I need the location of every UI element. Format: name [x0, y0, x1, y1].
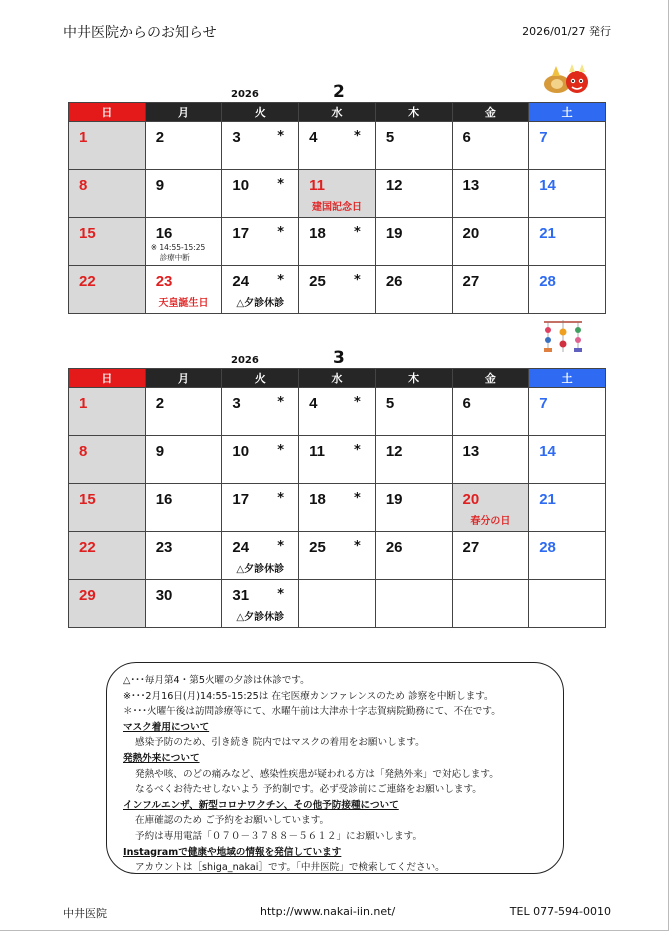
day-cell — [69, 388, 146, 436]
weekday-header: 日 — [69, 369, 146, 388]
day-cell — [222, 122, 299, 170]
day-cell — [222, 266, 299, 314]
day-cell — [452, 484, 529, 532]
day-cell — [69, 266, 146, 314]
day-number: 17 — [232, 491, 250, 508]
day-cell — [145, 122, 222, 170]
day-number: 4 — [309, 395, 318, 412]
week-row — [69, 218, 606, 266]
day-number: 3 — [232, 395, 241, 412]
weekday-header: 日 — [69, 103, 146, 122]
day-cell — [529, 532, 606, 580]
day-cell — [299, 388, 376, 436]
day-number: 14 — [539, 443, 556, 460]
day-number: 29 — [79, 587, 96, 604]
day-cell — [375, 580, 452, 628]
weekday-header: 金 — [452, 369, 529, 388]
day-cell — [145, 580, 222, 628]
notice-text: 在庫確認のため ご予約をお願いしています。 — [135, 815, 330, 827]
absence-mark: * — [277, 539, 285, 554]
calendar-grid — [68, 102, 606, 314]
day-note: 天皇誕生日 — [158, 298, 209, 309]
absence-mark: * — [277, 273, 285, 288]
week-row — [69, 170, 606, 218]
day-cell — [529, 266, 606, 314]
day-cell — [375, 436, 452, 484]
day-cell — [222, 436, 299, 484]
day-cell — [299, 484, 376, 532]
day-number: 15 — [79, 225, 96, 242]
absence-mark: * — [354, 395, 361, 410]
day-cell — [69, 532, 146, 580]
notice-box — [106, 662, 564, 874]
week-row — [69, 484, 606, 532]
day-number: 27 — [462, 273, 480, 290]
day-number: 26 — [385, 273, 403, 290]
day-cell — [69, 484, 146, 532]
day-cell — [375, 388, 452, 436]
day-number: 4 — [309, 129, 318, 146]
day-number: 12 — [385, 177, 403, 194]
day-note: △夕診休診 — [236, 298, 285, 309]
day-number: 17 — [232, 225, 250, 242]
calendar-year: 2026 — [231, 355, 259, 366]
day-number: 6 — [462, 395, 471, 412]
notice-text: 予約は専用電話「０７０－３７８８－５６１２」にお願いします。 — [135, 830, 423, 842]
calendar-grid — [68, 368, 606, 628]
day-cell — [145, 532, 222, 580]
day-cell — [299, 122, 376, 170]
day-cell — [452, 532, 529, 580]
day-cell — [529, 388, 606, 436]
day-number: 18 — [309, 491, 326, 508]
absence-mark: * — [354, 443, 361, 458]
day-number: 11 — [309, 443, 325, 460]
day-cell — [145, 388, 222, 436]
absence-mark: * — [354, 273, 361, 288]
day-number: 16 — [155, 225, 173, 242]
day-number: 20 — [462, 225, 480, 242]
calendar-year: 2026 — [231, 89, 259, 100]
day-cell — [69, 580, 146, 628]
day-number: 10 — [232, 443, 250, 460]
issue-date: 2026/01/27 発行 — [522, 25, 611, 38]
day-cell — [222, 170, 299, 218]
day-number: 28 — [539, 273, 556, 290]
day-cell — [299, 170, 376, 218]
day-cell — [299, 580, 376, 628]
day-number: 23 — [155, 273, 173, 290]
day-number: 30 — [155, 587, 173, 604]
day-number: 21 — [539, 491, 556, 508]
weekday-header: 火 — [222, 369, 299, 388]
calendar-header — [68, 346, 606, 368]
week-row — [69, 532, 606, 580]
day-number: 15 — [79, 491, 96, 508]
weekday-header: 土 — [529, 369, 606, 388]
day-cell — [145, 266, 222, 314]
day-cell — [222, 532, 299, 580]
day-number: 2 — [155, 129, 165, 146]
notice-heading-fever: 発熱外来について — [123, 752, 200, 764]
day-cell — [69, 218, 146, 266]
weekday-header: 土 — [529, 103, 606, 122]
absence-mark: * — [354, 491, 361, 506]
week-row — [69, 580, 606, 628]
day-cell — [375, 170, 452, 218]
day-number: 1 — [79, 395, 88, 412]
day-note: △夕診休診 — [236, 564, 285, 575]
day-cell — [452, 170, 529, 218]
day-number: 24 — [232, 273, 250, 290]
day-number: 11 — [309, 177, 325, 194]
day-number: 21 — [539, 225, 556, 242]
day-number: 24 — [232, 539, 250, 556]
weekday-header: 木 — [375, 103, 452, 122]
day-cell — [145, 170, 222, 218]
weekday-header: 月 — [145, 103, 222, 122]
weekday-header: 水 — [299, 103, 376, 122]
day-cell — [375, 266, 452, 314]
notice-line: △･･･毎月第4・第5火曜の夕診は休診です。 — [123, 675, 310, 686]
notice-text: なるべくお待たせしないよう 予約制です。必ず受診前にご連絡をお願いします。 — [135, 784, 482, 796]
absence-mark: * — [277, 225, 285, 240]
day-cell — [69, 170, 146, 218]
day-cell — [529, 170, 606, 218]
absence-mark: * — [277, 395, 285, 410]
day-number: 25 — [309, 273, 326, 290]
day-cell — [145, 484, 222, 532]
weekday-header: 水 — [299, 369, 376, 388]
week-row — [69, 388, 606, 436]
footer-clinic: 中井医院 — [63, 907, 107, 920]
day-number: 25 — [309, 539, 326, 556]
day-number: 9 — [155, 443, 165, 460]
calendar-month: 2 — [333, 82, 345, 102]
day-number: 5 — [385, 129, 395, 146]
day-note: 春分の日 — [470, 516, 511, 527]
day-cell — [529, 218, 606, 266]
absence-mark: * — [277, 177, 285, 192]
day-cell — [452, 122, 529, 170]
weekday-header: 火 — [222, 103, 299, 122]
day-number: 8 — [79, 177, 88, 194]
day-cell — [299, 266, 376, 314]
small-note-text: 診療中断 — [159, 253, 190, 262]
day-cell — [452, 266, 529, 314]
day-cell — [452, 436, 529, 484]
day-number: 1 — [79, 129, 88, 146]
notice-text: 発熱や咳、のどの痛みなど、感染性疾患が疑われる方は「発熱外来」で対応します。 — [135, 768, 499, 780]
day-number: 27 — [462, 539, 480, 556]
day-number: 8 — [79, 443, 88, 460]
day-note: 建国記念日 — [311, 202, 362, 213]
calendar-march — [68, 346, 606, 628]
absence-mark: * — [277, 129, 285, 144]
notice-text: 感染予防のため、引き続き 院内ではマスクの着用をお願いします。 — [135, 737, 425, 749]
notice-heading-mask: マスク着用について — [123, 721, 210, 733]
day-cell — [222, 388, 299, 436]
footer-url-link[interactable]: http://www.nakai-iin.net/ — [260, 905, 396, 918]
calendar-february — [68, 80, 606, 314]
notice-heading-instagram: Instagramで健康や地域の情報を発信しています — [123, 846, 342, 858]
notice-line: ＊･･･火曜午後は訪問診療等にて、水曜午前は大津赤十字志賀病院勤務にて、不在です。 — [123, 706, 501, 718]
weekday-header: 月 — [145, 369, 222, 388]
notice-text: アカウントは［shiga_nakai］です。「中井医院」で検索してください。 — [135, 862, 445, 874]
week-row — [69, 436, 606, 484]
absence-mark: * — [277, 587, 285, 602]
calendar-month: 3 — [333, 348, 345, 368]
day-number: 7 — [539, 395, 548, 412]
day-number: 6 — [462, 129, 471, 146]
notice-heading-vaccine: インフルエンザ、新型コロナワクチン、その他予防接種について — [123, 799, 399, 811]
day-number: 22 — [79, 539, 96, 556]
day-number: 16 — [155, 491, 173, 508]
day-number: 18 — [309, 225, 326, 242]
day-cell — [529, 484, 606, 532]
day-cell — [375, 122, 452, 170]
day-number: 19 — [385, 491, 403, 508]
day-cell — [222, 484, 299, 532]
calendar-header — [68, 80, 606, 102]
week-row — [69, 266, 606, 314]
day-number: 31 — [232, 587, 250, 604]
day-number: 13 — [462, 443, 480, 460]
day-cell — [145, 218, 222, 266]
day-cell — [452, 388, 529, 436]
day-cell — [145, 436, 222, 484]
page-title: 中井医院からのお知らせ — [63, 25, 217, 41]
day-number: 13 — [462, 177, 480, 194]
absence-mark: * — [277, 491, 285, 506]
day-cell — [222, 218, 299, 266]
day-number: 12 — [385, 443, 403, 460]
notice-line: ※･･･2月16日(月)14:55-15:25は 在宅医療カンファレンスのため 診察を中断します。 — [123, 690, 494, 702]
day-cell — [375, 532, 452, 580]
absence-mark: * — [354, 225, 361, 240]
day-number: 3 — [232, 129, 241, 146]
day-cell — [452, 218, 529, 266]
day-cell — [299, 436, 376, 484]
day-number: 5 — [385, 395, 395, 412]
day-number: 23 — [155, 539, 173, 556]
day-number: 28 — [539, 539, 556, 556]
day-note: △夕診休診 — [236, 612, 285, 623]
week-row — [69, 122, 606, 170]
day-number: 14 — [539, 177, 556, 194]
day-number: 7 — [539, 129, 548, 146]
footer-tel: TEL 077-594-0010 — [509, 905, 611, 918]
day-cell — [299, 532, 376, 580]
absence-mark: * — [354, 539, 361, 554]
day-cell — [69, 122, 146, 170]
absence-mark: * — [277, 443, 285, 458]
day-number: 10 — [232, 177, 250, 194]
day-small-note — [151, 243, 206, 263]
day-number: 20 — [462, 491, 480, 508]
day-cell — [529, 580, 606, 628]
small-note-time: ※ 14:55-15:25 — [150, 243, 206, 252]
day-cell — [299, 218, 376, 266]
day-cell — [452, 580, 529, 628]
day-cell — [69, 436, 146, 484]
day-number: 22 — [79, 273, 96, 290]
weekday-header: 金 — [452, 103, 529, 122]
day-number: 2 — [155, 395, 165, 412]
day-number: 26 — [385, 539, 403, 556]
day-number: 9 — [155, 177, 165, 194]
day-number: 19 — [385, 225, 403, 242]
day-cell — [375, 218, 452, 266]
day-cell — [375, 484, 452, 532]
day-cell — [222, 580, 299, 628]
absence-mark: * — [354, 129, 361, 144]
day-cell — [529, 436, 606, 484]
weekday-header: 木 — [375, 369, 452, 388]
day-cell — [529, 122, 606, 170]
